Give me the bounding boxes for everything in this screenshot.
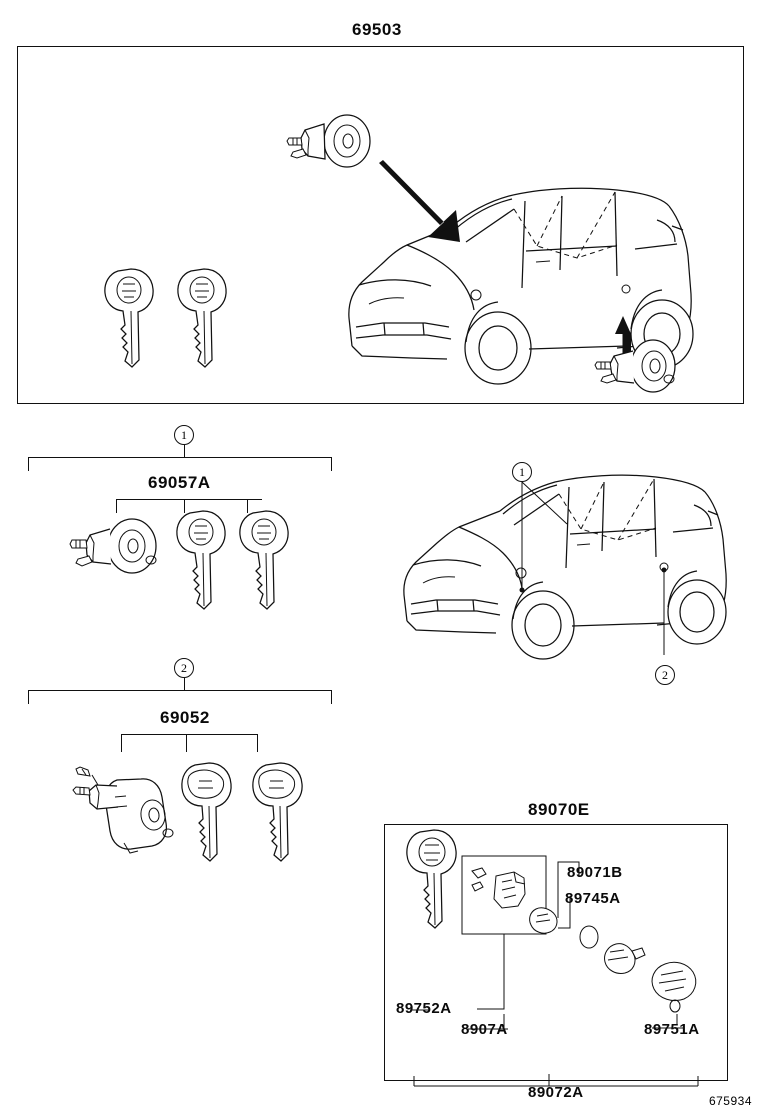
lock-cylinder-1 (70, 519, 156, 573)
label-89070E: 89070E (528, 800, 590, 819)
group-2-bracket-stem (184, 678, 185, 690)
label-69057A: 69057A (148, 473, 211, 492)
label-8907A: 8907A (461, 1021, 508, 1038)
group-1-bracket-stem (184, 445, 185, 457)
group-2-bracket-left (28, 690, 29, 704)
label-89745A: 89745A (565, 890, 621, 907)
group-2-bracket-right (331, 690, 332, 704)
key-1a (177, 511, 225, 609)
kit-amplifier (530, 908, 557, 933)
kit-key-head (652, 962, 696, 1012)
vehicle-callout-artwork (385, 455, 745, 705)
kit-ring (580, 926, 598, 948)
group-2-bracket-top (28, 690, 331, 691)
key-1b (240, 511, 288, 609)
vehicle-callout-2: 2 (655, 665, 675, 685)
key-2b (253, 763, 302, 861)
ignition-lock-cylinder (73, 767, 173, 853)
group-1-bracket-top (28, 457, 331, 458)
kit-key (407, 830, 456, 928)
key-blank-top-left-2 (178, 269, 226, 367)
label-89751A: 89751A (644, 1021, 700, 1038)
kit-coil (605, 944, 645, 974)
label-89071B: 89071B (567, 864, 623, 881)
callout-group-1: 1 (174, 425, 194, 445)
group-1-bracket-left (28, 457, 29, 471)
label-89072A: 89072A (528, 1084, 584, 1101)
group-1-artwork (20, 500, 340, 620)
key-blank-top-left-1 (105, 269, 153, 367)
key-2a (182, 763, 231, 861)
car-illustration-callout (404, 475, 726, 659)
kit-artwork (384, 824, 728, 1114)
top-assembly-artwork (17, 46, 744, 404)
group-1-bracket-right (331, 457, 332, 471)
drawing-number: 675934 (708, 1094, 752, 1108)
label-69052-leader-h (121, 734, 257, 735)
callout-group-2: 2 (174, 658, 194, 678)
door-lock-cylinder-upper (287, 115, 370, 167)
group-2-artwork (20, 745, 340, 875)
label-69503: 69503 (352, 20, 402, 39)
label-89752A: 89752A (396, 1000, 452, 1017)
arrow-to-driver-door (379, 160, 460, 242)
label-69052: 69052 (160, 708, 210, 727)
vehicle-callout-1: 1 (512, 462, 532, 482)
